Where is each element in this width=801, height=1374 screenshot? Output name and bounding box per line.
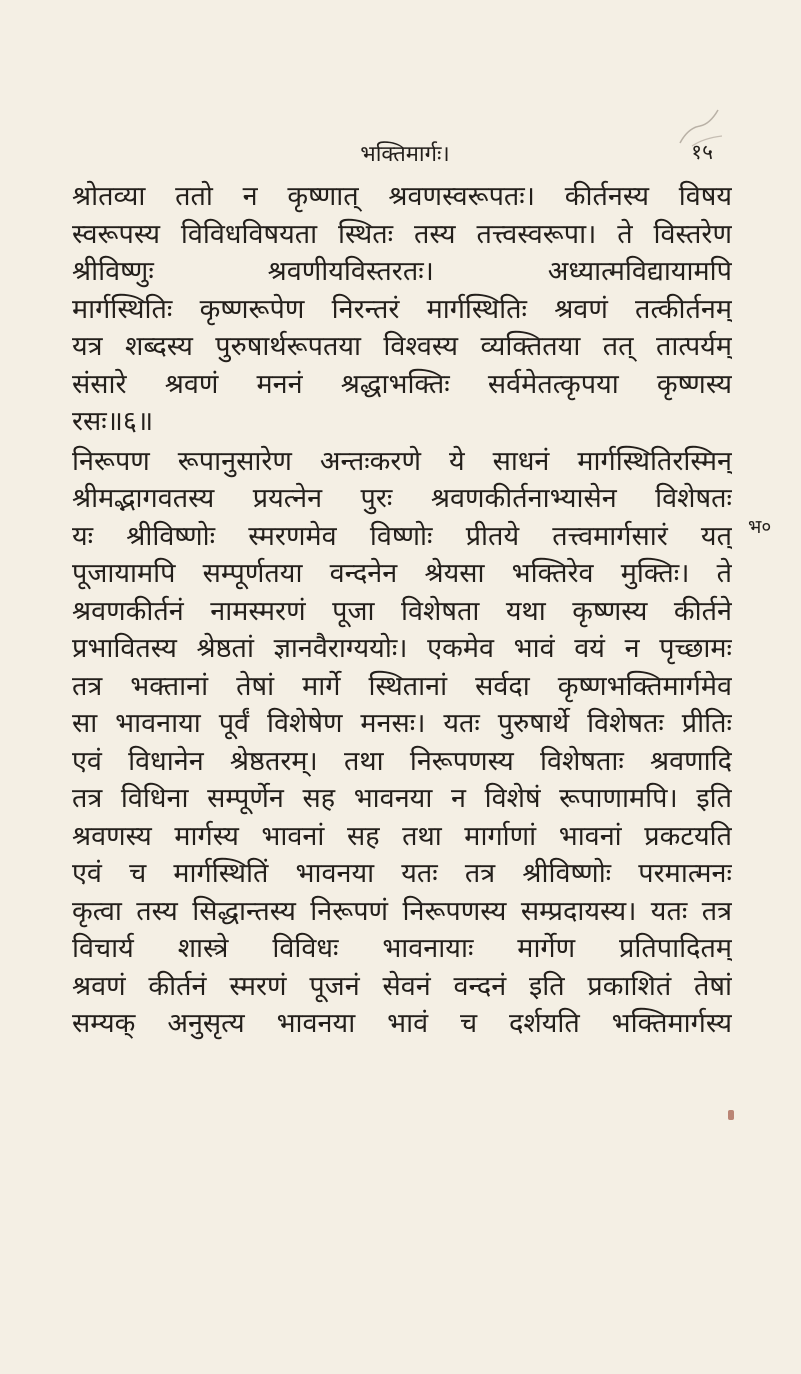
text-line: यत्र शब्दस्य पुरुषार्थरूपतया विश्वस्य व्यक्तितया तत् तात्पर्यम् (72, 331, 732, 362)
text-line: श्रीमद्भागवतस्य प्रयत्नेन पुरः श्रवणकीर्तनाभ्यासेन विशेषतः (72, 483, 732, 514)
text-line: पूजायामपि सम्पूर्णतया वन्दनेन श्रेयसा भक्तिरेव मुक्तिः। ते (72, 558, 732, 589)
text-line: श्रोतव्या ततो न कृष्णात् श्रवणस्वरूपतः। कीर्तनस्य विषय (72, 181, 732, 212)
margin-note: भ० (748, 516, 772, 538)
text-line: श्रवणस्य मार्गस्य भावनां सह तथा मार्गाणां भावनां प्रकटयति (72, 820, 732, 852)
text-line: मार्गस्थितिः कृष्णरूपेण निरन्तरं मार्गस्थितिः श्रवणं तत्कीर्तनम् (72, 293, 732, 325)
text-line: संसारे श्रवणं मननं श्रद्धाभक्तिः सर्वमेतत्कृपया कृष्णस्य (72, 368, 732, 400)
text-line: विचार्य शास्त्रे विविधः भावनायाः मार्गेण प्रतिपादितम् (72, 933, 732, 964)
text-line: श्रवणकीर्तनं नामस्मरणं पूजा विशेषता यथा कृष्णस्य कीर्तने (72, 595, 732, 627)
text-line: तत्र विधिना सम्पूर्णेन सह भावनया न विशेषं रूपाणामपि। इति (72, 783, 732, 814)
text-line: स्वरूपस्य विविधविषयता स्थितः तस्य तत्त्वस्वरूपा। ते विस्तरेण (72, 218, 732, 250)
text-line: एवं च मार्गस्थितिं भावनया यतः तत्र श्रीविष्णोः परमात्मनः (72, 858, 732, 889)
text-line: सा भावनाया पूर्वं विशेषेण मनसः। यतः पुरुषार्थे विशेषतः प्रीतिः (72, 708, 732, 739)
text-line: तत्र भक्तानां तेषां मार्गे स्थितानां सर्वदा कृष्णभक्तिमार्गमेव (72, 670, 732, 702)
text-line: एवं विधानेन श्रेष्ठतरम्। तथा निरूपणस्य विशेषताः श्रवणादि (72, 745, 732, 777)
running-title: भक्तिमार्गः। (360, 142, 450, 167)
text-line: सम्यक् अनुसृत्य भावनया भावं च दर्शयति भक्तिमार्गस्य (72, 1008, 732, 1039)
text-line: कृत्वा तस्य सिद्धान्तस्य निरूपणं निरूपणस्य सम्प्रदायस्य। यतः तत्र (72, 895, 732, 927)
page-header (0, 138, 801, 170)
body-text (72, 178, 732, 1043)
text-line: रसः॥६॥ (72, 406, 154, 437)
text-line: श्रीविष्णुः श्रवणीयविस्तरतः। अध्यात्मविद्यायामपि (72, 256, 732, 287)
text-line: श्रवणं कीर्तनं स्मरणं पूजनं सेवनं वन्दनं इति प्रकाशितं तेषां (72, 970, 732, 1002)
text-line: निरूपण रूपानुसारेण अन्तःकरणे ये साधनं मार्गस्थितिरस्मिन् (72, 445, 732, 477)
paragraph-2 (72, 443, 732, 1043)
text-line: यः श्रीविष्णोः स्मरणमेव विष्णोः प्रीतये तत्त्वमार्गसारं यत् (72, 520, 732, 552)
ink-spot (728, 1110, 734, 1120)
page-number: १५ (691, 140, 713, 164)
paragraph-1 (72, 178, 732, 441)
text-line: प्रभावितस्य श्रेष्ठतां ज्ञानवैराग्ययोः। एकमेव भावं वयं न पृच्छामः (72, 633, 732, 664)
